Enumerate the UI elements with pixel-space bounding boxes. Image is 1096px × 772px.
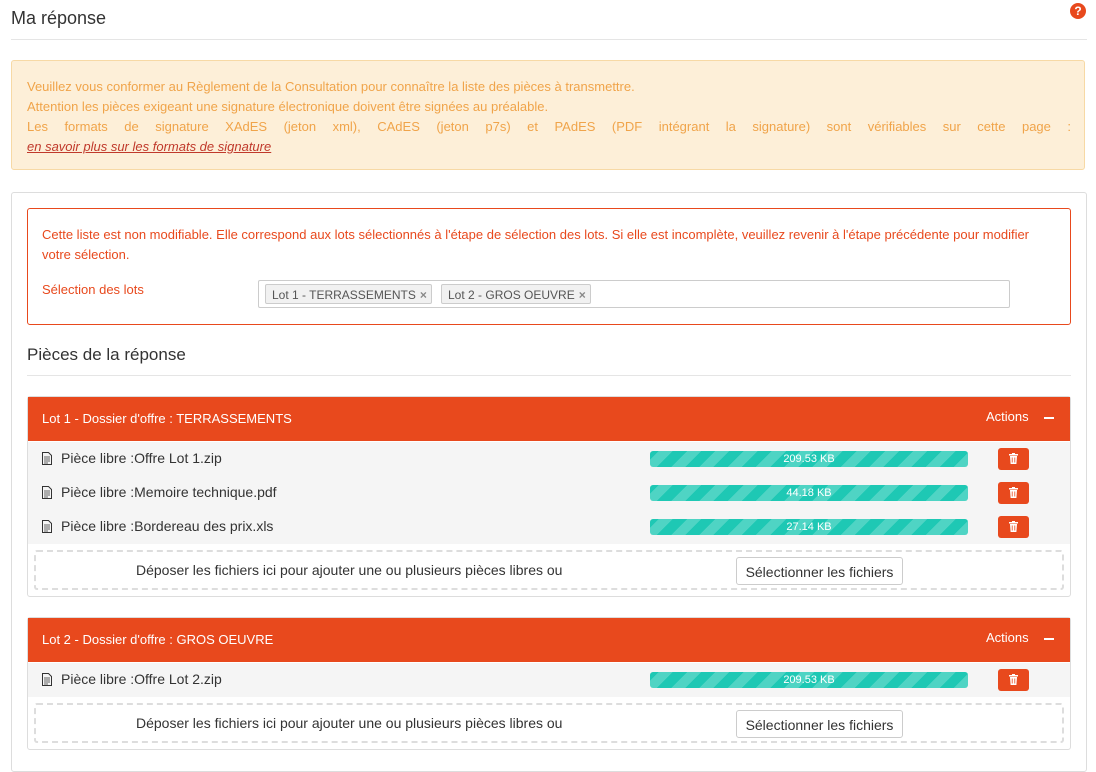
lot-tag[interactable] — [441, 284, 591, 304]
delete-file-button[interactable] — [998, 669, 1029, 691]
actions-button[interactable]: Actions — [986, 630, 1029, 645]
trash-icon — [1009, 674, 1018, 685]
upload-progress-bar: 44.18 KB — [650, 485, 968, 501]
lots-selection-label: Sélection des lots — [42, 282, 144, 297]
help-icon[interactable]: ? — [1070, 3, 1086, 19]
lot-panel-1 — [27, 396, 1071, 597]
title-divider — [11, 39, 1087, 40]
trash-icon — [1009, 521, 1018, 532]
delete-file-button[interactable] — [998, 516, 1029, 538]
file-row — [28, 663, 1070, 697]
file-name: Pièce libre :Memoire technique.pdf — [61, 484, 277, 500]
select-files-button[interactable]: Sélectionner les fichiers — [736, 710, 903, 738]
lots-notice-message: Cette liste est non modifiable. Elle correspond aux lots sélectionnés à l'étape de sélection des lots. Si elle est incomplète, veuillez revenir à l'étape précédente pour modifier votre sélection. — [42, 227, 1030, 262]
file-name: Pièce libre :Offre Lot 2.zip — [61, 671, 222, 687]
dropzone-text: Déposer les fichiers ici pour ajouter une ou plusieurs pièces libres ou — [136, 715, 563, 731]
file-name: Pièce libre :Offre Lot 1.zip — [61, 450, 222, 466]
section-divider — [27, 375, 1071, 376]
section-title: Pièces de la réponse — [27, 345, 186, 364]
warning-line-2: Attention les pièces exigeant une signature électronique doivent être signées au préalable. — [27, 99, 549, 114]
minus-icon[interactable] — [1044, 638, 1054, 640]
file-text-icon — [42, 452, 52, 465]
dropzone-text: Déposer les fichiers ici pour ajouter une ou plusieurs pièces libres ou — [136, 562, 563, 578]
upload-progress-bar: 209.53 KB — [650, 451, 968, 467]
lots-notice-alert — [27, 208, 1071, 325]
file-text-icon — [42, 486, 52, 499]
select-files-button[interactable]: Sélectionner les fichiers — [736, 557, 903, 585]
trash-icon — [1009, 453, 1018, 464]
lot-title: Lot 1 - Dossier d'offre : TERRASSEMENTS — [42, 411, 292, 426]
actions-button[interactable]: Actions — [986, 409, 1029, 424]
upload-progress-bar: 209.53 KB — [650, 672, 968, 688]
delete-file-button[interactable] — [998, 448, 1029, 470]
lot-tag[interactable] — [265, 284, 432, 304]
file-text-icon — [42, 673, 52, 686]
page-title: Ma réponse — [11, 8, 107, 28]
upload-progress-bar: 27.14 KB — [650, 519, 968, 535]
lot-panel-2 — [27, 617, 1071, 750]
lot-title: Lot 2 - Dossier d'offre : GROS OEUVRE — [42, 632, 274, 647]
lot-tag-label: Lot 2 - GROS OEUVRE — [448, 288, 575, 302]
file-dropzone[interactable] — [34, 703, 1064, 743]
delete-file-button[interactable] — [998, 482, 1029, 504]
file-row — [28, 442, 1070, 476]
lot-header — [28, 397, 1070, 441]
file-name: Pièce libre :Bordereau des prix.xls — [61, 518, 274, 534]
lots-selection-field[interactable] — [258, 280, 1010, 308]
minus-icon[interactable] — [1044, 417, 1054, 419]
lot-tag-label: Lot 1 - TERRASSEMENTS — [272, 288, 416, 302]
file-text-icon — [42, 520, 52, 533]
warning-line-3: Les formats de signature XAdES (jeton xml), CAdES (jeton p7s) et PAdES (PDF intégrant la signature) sont vérifiables sur cette page : — [27, 119, 1071, 134]
signature-warning-alert — [11, 60, 1085, 170]
file-row — [28, 510, 1070, 544]
trash-icon — [1009, 487, 1018, 498]
lot-header — [28, 618, 1070, 662]
close-icon[interactable]: × — [578, 288, 586, 302]
file-dropzone[interactable] — [34, 550, 1064, 590]
close-icon[interactable]: × — [419, 288, 427, 302]
signature-formats-link[interactable]: en savoir plus sur les formats de signature — [27, 139, 272, 154]
warning-line-1: Veuillez vous conformer au Règlement de la Consultation pour connaître la liste des pièces à transmettre. — [27, 79, 635, 94]
file-row — [28, 476, 1070, 510]
